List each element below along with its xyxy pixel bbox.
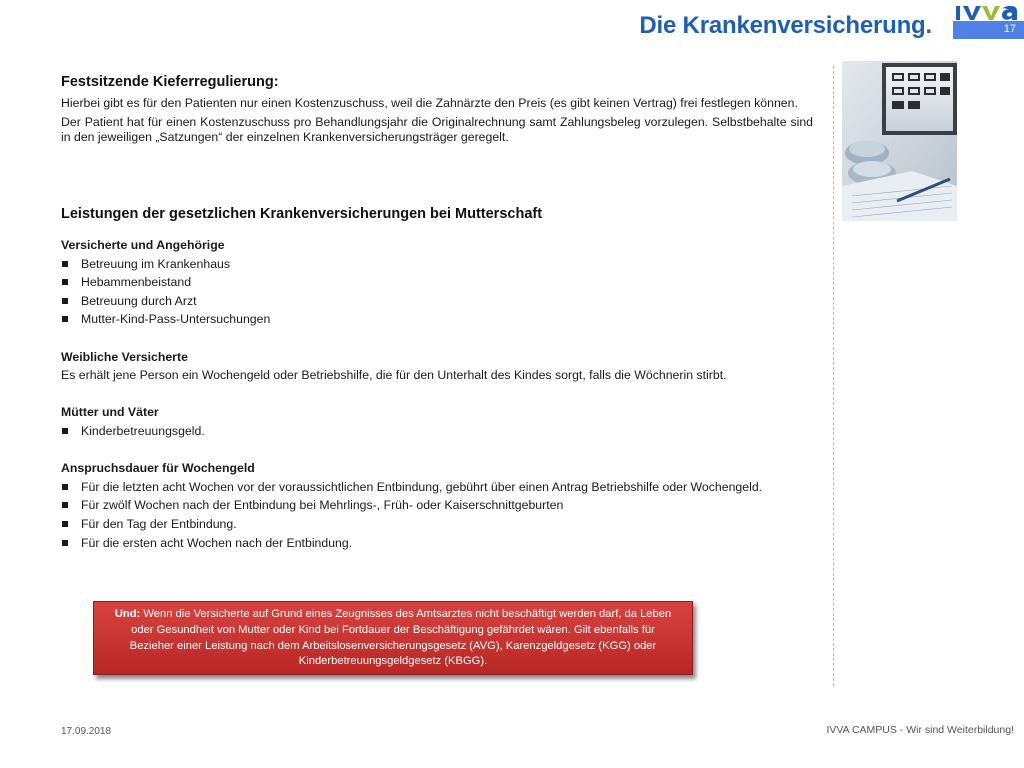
group-text: Es erhält jene Person ein Wochengeld oder Betriebshilfe, die für den Unterhalt des Kindes sorgt, falls die Wöchnerin stirbt. <box>61 368 727 383</box>
list-item: Mutter-Kind-Pass-Untersuchungen <box>61 310 821 329</box>
list-item: Für die letzten acht Wochen vor der voraussichtlichen Entbindung, gebührt über einen Antrag Betriebshilfe oder Wochengeld. <box>61 478 821 497</box>
list-item: Kinderbetreuungsgeld. <box>61 422 821 441</box>
paragraph: Der Patient hat für einen Kostenzuschuss pro Behandlungsjahr die Originalrechnung samt Zahlungsbeleg vorzulegen. Selbstbehalte sind in den jeweiligen „Satzungen“ der einzelnen Krankenversicherungsträger geregelt. <box>61 114 813 144</box>
callout-box <box>93 601 693 675</box>
bullet-list <box>61 255 821 329</box>
section-kieferregulierung <box>61 74 813 149</box>
list-item: Hebammenbeistand <box>61 273 821 292</box>
group-title: Mütter und Väter <box>61 405 159 420</box>
bullet-list <box>61 478 821 552</box>
bullet-list <box>61 422 821 441</box>
list-item: Betreuung durch Arzt <box>61 292 821 311</box>
list-item: Betreuung im Krankenhaus <box>61 255 821 274</box>
callout-label: Und: <box>114 608 141 620</box>
group-title: Weibliche Versicherte <box>61 349 188 364</box>
list-item: Für den Tag der Entbindung. <box>61 515 821 534</box>
page-number-box <box>953 21 1024 39</box>
paragraph: Hierbei gibt es für den Patienten nur einen Kostenzuschuss, weil die Zahnärzte den Preis (es gibt keinen Vertrag) frei festlegen können. <box>61 96 798 110</box>
footer-slogan: IVVA CAMPUS - Wir sind Weiterbildung! <box>826 724 1014 736</box>
dashed-divider <box>833 66 834 686</box>
section-heading: Festsitzende Kieferregulierung: <box>61 74 279 90</box>
callout-text: Wenn die Versicherte auf Grund eines Zeugnisses des Amtsarztes nicht beschäftigt werden darf, da Leben oder Gesundheit von Mutter oder Kind bei Fortdauer der Beschäftigung gefährdet wären. Gilt ebenfalls für Bezieher einer Leistung nach dem Arbeitslosenversicherungsgesetz (AVG), Karenzgeldgesetz (KGG) oder Kinderbetreuungsgeldgesetz (KBGG). <box>129 608 672 668</box>
list-item: Für zwölf Wochen nach der Entbindung bei Mehrlings-, Früh- oder Kaiserschnittgeburten <box>61 496 821 515</box>
group-title: Versicherte und Angehörige <box>61 238 225 252</box>
section-heading: Leistungen der gesetzlichen Krankenversicherungen bei Mutterschaft <box>61 206 543 222</box>
list-item: Für die ersten acht Wochen nach der Entbindung. <box>61 534 821 553</box>
ivva-logo <box>954 2 1024 22</box>
group-title: Anspruchsdauer für Wochengeld <box>61 461 255 476</box>
section-mutterschaft <box>61 206 821 552</box>
page-number: 17 <box>1003 23 1016 35</box>
footer-date: 17.09.2018 <box>61 726 112 737</box>
page-title: Die Krankenversicherung. <box>639 12 932 39</box>
dental-xray-photo <box>842 61 957 221</box>
